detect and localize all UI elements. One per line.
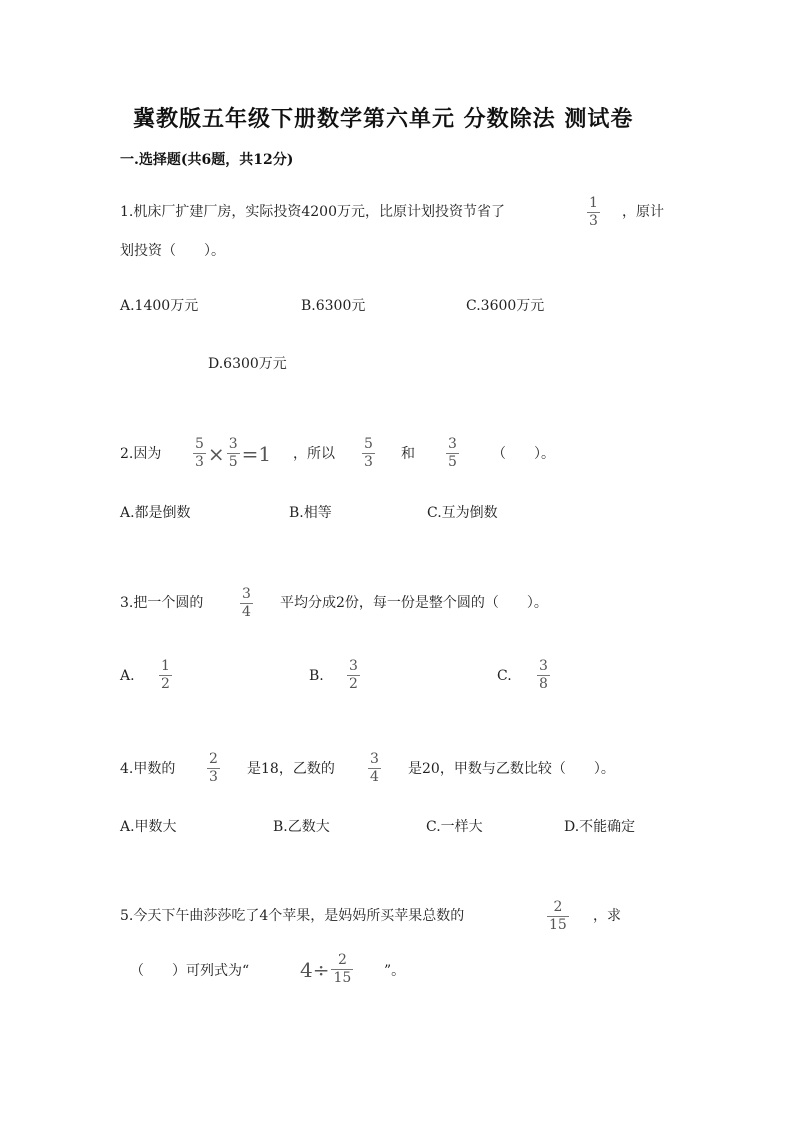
fraction-denominator: 15 [333,970,352,986]
question-1-text: 1.机床厂扩建厂房，实际投资4200万元，比原计划投资节省了 [120,204,505,220]
fraction-numerator: 2 [553,899,563,915]
question-5-expression [298,953,353,986]
question-2-option-b[interactable]: B.相等 [289,505,332,521]
fraction-denominator: 3 [364,454,373,470]
fraction-denominator: 15 [549,917,567,933]
question-1-line-2: 划投资（ ）。 [120,243,225,259]
question-3-fraction [240,587,253,620]
fraction-denominator: 4 [242,604,251,620]
question-5-line-2a: （ ）可列式为“ [130,963,250,979]
question-3-option-a-label[interactable]: A. [120,668,135,684]
fraction-numerator: 3 [349,658,358,674]
question-4-option-a[interactable]: A.甲数大 [120,819,177,835]
question-1-option-a[interactable]: A.1400万元 [120,298,199,314]
question-3-option-a-fraction[interactable] [159,659,172,692]
expression-lead: 4÷ [300,957,330,982]
question-4-option-d[interactable]: D.不能确定 [564,819,636,835]
question-2-and: 和 [401,446,415,462]
question-1-text-after: ，原计 [622,204,664,220]
fraction-denominator: 2 [161,676,170,692]
fraction-denominator: 3 [589,213,598,229]
expression-fraction-2 [227,437,240,470]
question-2-option-a[interactable]: A.都是倒数 [120,505,191,521]
question-3-text-after: 平均分成2份，每一份是整个圆的（ ）。 [280,595,548,611]
equals-one: =1 [241,441,272,466]
fraction-denominator: 2 [349,676,358,692]
question-4-fraction-1 [207,752,220,785]
question-1-fraction [587,196,600,229]
fraction-denominator: 5 [228,454,238,470]
question-4-option-b[interactable]: B.乙数大 [273,819,330,835]
fraction-numerator: 2 [337,952,347,968]
fraction-numerator: 3 [448,436,457,452]
question-4-text: 4.甲数的 [120,761,176,777]
question-2-fraction-b [446,437,459,470]
question-3-option-b-label[interactable]: B. [309,668,324,684]
fraction-numerator: 5 [364,436,373,452]
expression-fraction [331,953,353,986]
question-3-option-c-label[interactable]: C. [497,668,512,684]
fraction-numerator: 2 [209,751,218,767]
fraction-numerator: 1 [161,658,170,674]
question-3-option-c-fraction[interactable] [537,659,550,692]
question-1-option-d[interactable]: D.6300万元 [208,356,287,372]
fraction-numerator: 3 [370,751,379,767]
question-5-fraction [547,900,569,933]
question-5-text-after: ，求 [593,908,621,924]
question-1-option-c[interactable]: C.3600万元 [466,298,545,314]
fraction-denominator: 3 [195,454,204,470]
fraction-numerator: 5 [195,436,204,452]
fraction-numerator: 3 [228,436,238,452]
question-4-text-mid-1: 是18，乙数的 [247,761,335,777]
question-5-line-2b: ”。 [384,963,406,979]
question-2-option-c[interactable]: C.互为倒数 [427,505,498,521]
fraction-numerator: 1 [589,195,598,211]
fraction-denominator: 4 [370,769,379,785]
fraction-denominator: 8 [539,676,548,692]
question-1-option-b[interactable]: B.6300元 [301,298,366,314]
question-4-option-c[interactable]: C.一样大 [426,819,483,835]
fraction-numerator: 3 [539,658,548,674]
question-5-text: 5.今天下午曲莎莎吃了4个苹果，是妈妈所买苹果总数的 [120,908,465,924]
question-4-fraction-2 [368,752,381,785]
question-2-expression [193,437,273,470]
question-3-text: 3.把一个圆的 [120,595,204,611]
section-heading: 一.选择题(共6题，共12分) [120,152,294,168]
question-2-text-after: （ ）。 [492,446,555,462]
page-title: 冀教版五年级下册数学第六单元 分数除法 测试卷 [133,106,634,132]
question-4-text-mid-2: 是20，甲数与乙数比较（ ）。 [408,761,615,777]
fraction-numerator: 3 [242,586,251,602]
fraction-denominator: 5 [448,454,457,470]
question-2-fraction-a [362,437,375,470]
times-operator: × [207,441,225,466]
expression-fraction-1 [193,437,206,470]
question-2-text-mid: ，所以 [293,446,335,462]
question-3-option-b-fraction[interactable] [347,659,360,692]
fraction-denominator: 3 [209,769,218,785]
question-2-text: 2.因为 [120,446,162,462]
